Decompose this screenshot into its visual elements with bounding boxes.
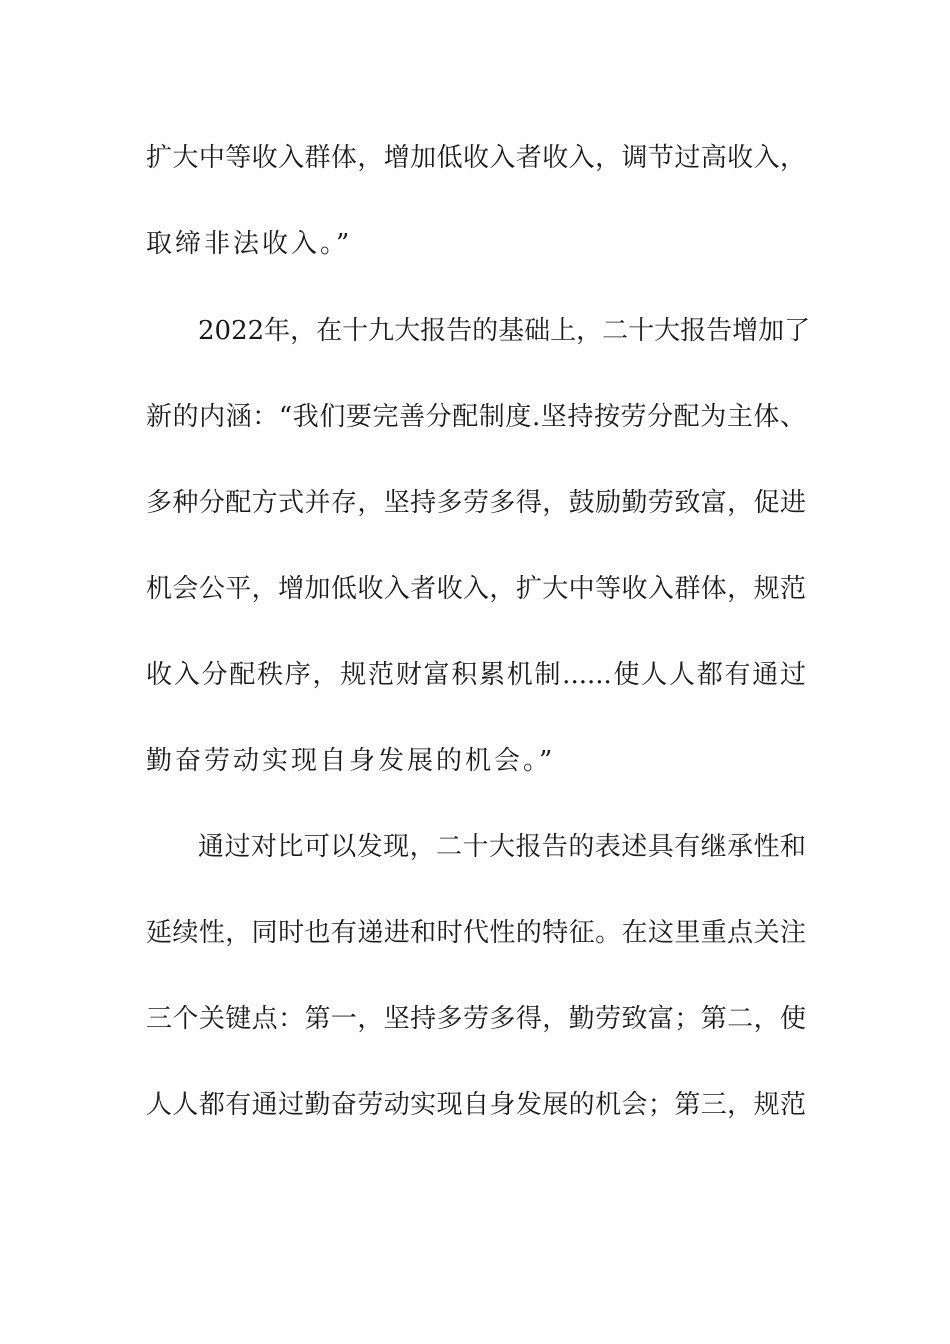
text-line-content: 收入分配秩序，规范财富积累机制......使人人都有通过 — [146, 660, 806, 690]
text-line — [0, 224, 950, 264]
text-line — [0, 655, 950, 695]
text-line-content: 通过对比可以发现，二十大报告的表述具有继承性和 — [198, 832, 806, 862]
text-line — [0, 397, 950, 437]
text-line — [0, 138, 950, 178]
text-line-content: 2022年，在十九大报告的基础上，二十大报告增加了 — [198, 316, 811, 346]
text-line-content: 多种分配方式并存，坚持多劳多得，鼓励勤劳致富，促进 — [146, 488, 806, 518]
text-line-content: 延续性，同时也有递进和时代性的特征。在这里重点关注 — [146, 918, 806, 948]
text-line-content: 机会公平，增加低收入者收入，扩大中等收入群体，规范 — [146, 574, 806, 604]
text-line-content: 扩大中等收入群体，增加低收入者收入，调节过高收入， — [146, 143, 806, 173]
text-line — [0, 741, 950, 781]
paragraph-first-line — [0, 311, 950, 351]
text-line — [0, 483, 950, 523]
text-line — [0, 999, 950, 1039]
text-line-content: 勤奋劳动实现自身发展的机会。” — [146, 746, 556, 776]
text-line-content: 三个关键点：第一，坚持多劳多得，勤劳致富；第二，使 — [146, 1004, 806, 1034]
text-line-content: 取缔非法收入。” — [146, 229, 353, 259]
text-line-content: 新的内涵：“我们要完善分配制度.坚持按劳分配为主体、 — [146, 402, 806, 432]
text-line — [0, 569, 950, 609]
text-line — [0, 1085, 950, 1125]
paragraph-first-line — [0, 827, 950, 867]
text-line-content: 人人都有通过勤奋劳动实现自身发展的机会；第三，规范 — [146, 1090, 806, 1120]
text-line — [0, 913, 950, 953]
